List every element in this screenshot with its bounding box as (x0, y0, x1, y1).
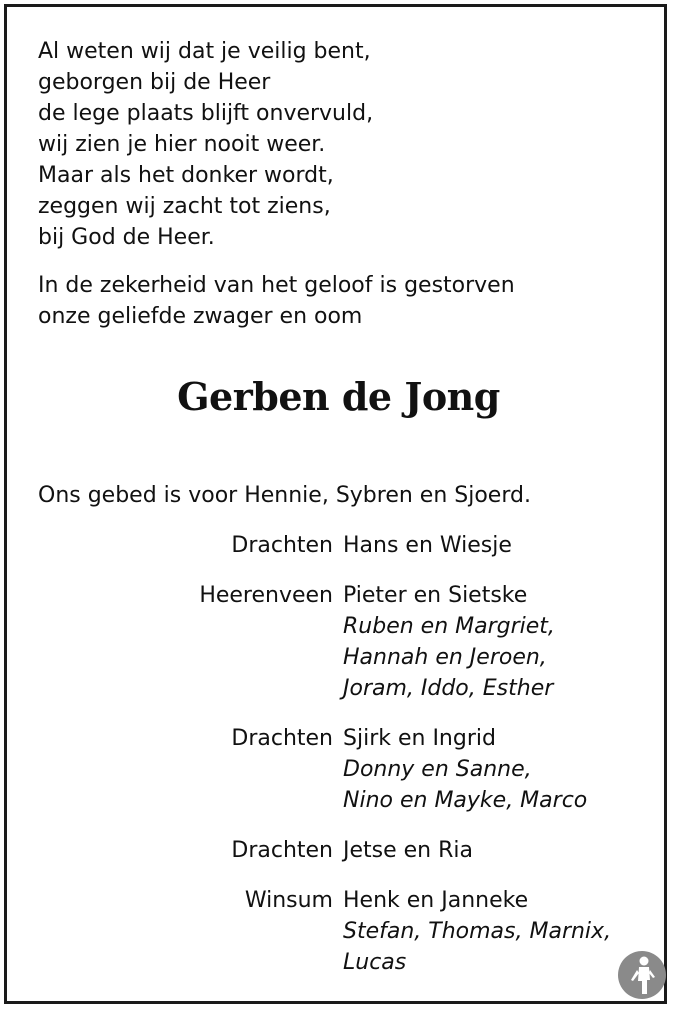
family-place: Drachten (231, 838, 333, 863)
family-children: Nino en Mayke, Marco (343, 788, 588, 813)
family-children: Hannah en Jeroen, (343, 645, 547, 670)
poem-line: zeggen wij zacht tot ziens, (38, 194, 331, 219)
poem (38, 36, 373, 253)
intro-text (38, 270, 515, 332)
poem-line: geborgen bij de Heer (38, 70, 271, 95)
mourning-figure-logo-icon (617, 950, 667, 1000)
family-parents: Sjirk en Ingrid (343, 726, 496, 751)
family-entry (0, 723, 677, 816)
family-children: Donny en Sanne, (343, 757, 532, 782)
deceased-name: Gerben de Jong (177, 374, 500, 419)
family-place: Drachten (231, 726, 333, 751)
family-list (0, 530, 677, 997)
family-place: Drachten (231, 533, 333, 558)
poem-line: bij God de Heer. (38, 225, 215, 250)
family-parents: Henk en Janneke (343, 888, 529, 913)
family-parents: Hans en Wiesje (343, 533, 512, 558)
family-children: Joram, Iddo, Esther (343, 676, 554, 701)
prayer-line: Ons gebed is voor Hennie, Sybren en Sjoerd. (38, 483, 531, 508)
family-entry (0, 835, 677, 866)
family-entry (0, 885, 677, 978)
family-place: Heerenveen (199, 583, 333, 608)
poem-line: wij zien je hier nooit weer. (38, 132, 326, 157)
intro-line: In de zekerheid van het geloof is gestorven (38, 273, 515, 298)
poem-line: Al weten wij dat je veilig bent, (38, 39, 371, 64)
poem-line: Maar als het donker wordt, (38, 163, 334, 188)
family-parents: Pieter en Sietske (343, 583, 528, 608)
intro-line: onze geliefde zwager en oom (38, 304, 363, 329)
family-entry (0, 530, 677, 561)
family-parents: Jetse en Ria (343, 838, 473, 863)
poem-line: de lege plaats blijft onvervuld, (38, 101, 374, 126)
family-children: Stefan, Thomas, Marnix, (343, 919, 612, 944)
family-children: Ruben en Margriet, (343, 614, 555, 639)
family-entry (0, 580, 677, 704)
family-children: Lucas (343, 950, 407, 975)
family-place: Winsum (244, 888, 333, 913)
